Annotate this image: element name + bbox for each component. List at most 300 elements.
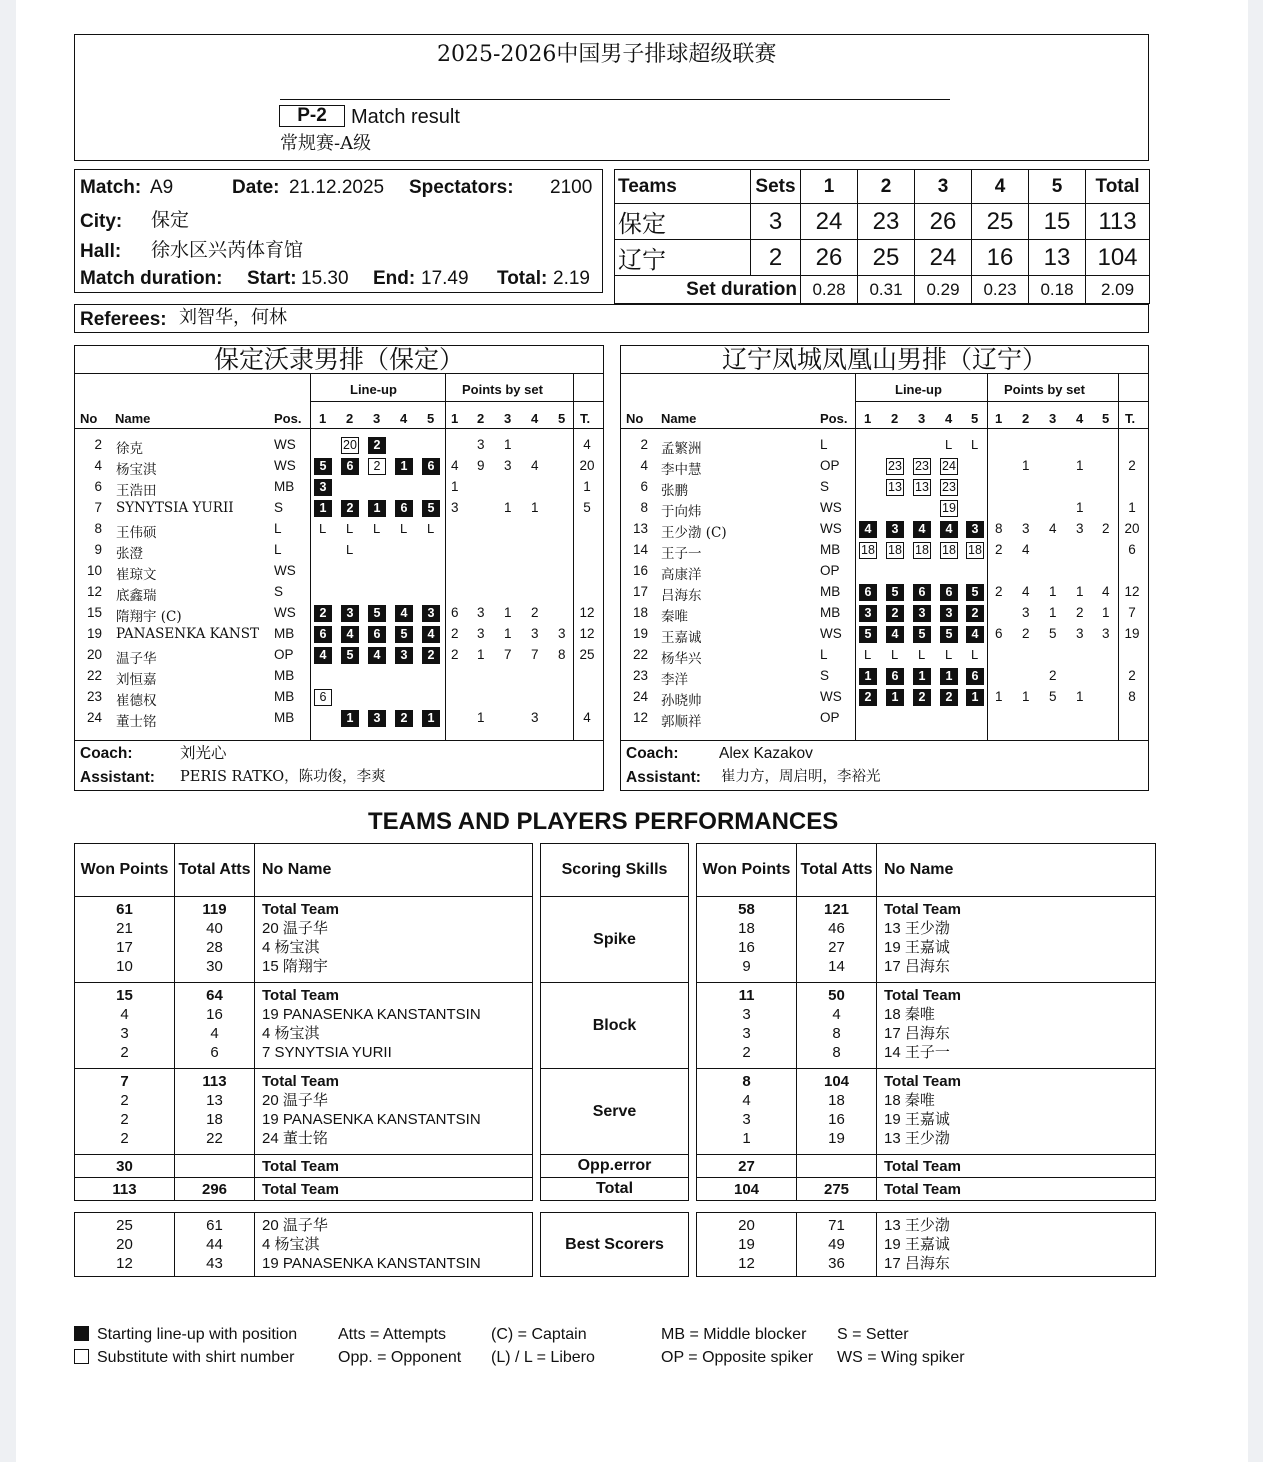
player-row — [621, 476, 1148, 497]
perf-value: 3 — [742, 1111, 751, 1128]
spectators: 2100 — [550, 177, 593, 198]
set-points: 1 — [1022, 458, 1030, 473]
legend-ws: WS = Wing spiker — [837, 1349, 965, 1366]
perf-value: 14 王子一 — [884, 1044, 950, 1061]
starting-position-box: 2 — [395, 710, 413, 727]
no-name-cell — [255, 1069, 533, 1155]
player-name: 隋翔宇 (C) — [116, 609, 182, 625]
team-name-away: 辽宁凤城凤凰山男排（辽宁） — [621, 346, 1148, 374]
hall-label: Hall: — [80, 241, 122, 262]
won-points-cell — [697, 1213, 797, 1277]
perf-value: 10 — [116, 958, 133, 975]
perf-value: 1 — [742, 1130, 751, 1147]
player-row — [75, 497, 603, 518]
set-points: 3 — [504, 458, 512, 473]
player-name: 吕海东 — [661, 588, 702, 604]
perf-value: 40 — [206, 920, 223, 937]
set-score: 25 — [858, 240, 915, 276]
legend-text: Starting line-up with position — [97, 1326, 298, 1343]
results-header: 5 — [1029, 170, 1086, 204]
perf-value: 4 — [210, 1025, 219, 1042]
player-row — [75, 665, 603, 686]
lineup-header: Line-up — [895, 382, 942, 397]
starting-position-box: 5 — [913, 626, 931, 643]
city-label: City: — [80, 211, 123, 232]
player-number: 4 — [640, 458, 648, 473]
perf-value: 19 PANASENKA KANSTANTSIN — [262, 1006, 481, 1023]
set-score: 15 — [1029, 204, 1086, 240]
total-atts-cell — [175, 1069, 255, 1155]
total-score: 113 — [1086, 204, 1150, 240]
starting-position-box: 5 — [341, 647, 359, 664]
set-header: 2 — [346, 411, 354, 426]
perf-value: 3 — [742, 1006, 751, 1023]
won-points-cell — [75, 983, 175, 1069]
set-points: 4 — [1049, 521, 1057, 536]
set-points: 1 — [477, 710, 485, 725]
total-header: T. — [580, 411, 591, 426]
no-name-header: No Name — [255, 844, 533, 897]
player-row — [75, 644, 603, 665]
player-name: 王浩田 — [116, 483, 157, 499]
set-points: 5 — [1049, 689, 1057, 704]
player-position: WS — [274, 563, 296, 578]
player-number: 2 — [94, 437, 102, 452]
player-number: 19 — [632, 626, 648, 641]
set-points: 1 — [1049, 605, 1057, 620]
set-header: 3 — [1049, 411, 1057, 426]
set-points: 4 — [1022, 584, 1030, 599]
player-number: 8 — [94, 521, 102, 536]
total-duration: 2.19 — [553, 268, 590, 289]
starting-position-box: 1 — [886, 689, 904, 706]
perf-value: 104 — [823, 1073, 850, 1090]
substitute-box: 23 — [913, 458, 931, 475]
spectators-label: Spectators: — [409, 177, 514, 198]
perf-value: 36 — [828, 1255, 845, 1272]
player-position: MB — [820, 584, 841, 599]
perf-value: Total Team — [262, 987, 339, 1004]
skill-name: Opp.error — [541, 1155, 689, 1178]
libero-mark: L — [427, 521, 435, 536]
set-points: 3 — [1022, 605, 1030, 620]
starting-position-box: 2 — [368, 437, 386, 454]
starting-position-box: 3 — [368, 710, 386, 727]
coach-label: Coach: — [80, 745, 133, 762]
perf-value: 71 — [828, 1217, 845, 1234]
player-number: 14 — [632, 542, 648, 557]
total-points: 1 — [1128, 500, 1136, 515]
substitute-box: 6 — [314, 689, 332, 706]
perf-value: 18 — [828, 1092, 845, 1109]
total-atts-header: Total Atts — [797, 844, 877, 897]
coach-name: Alex Kazakov — [719, 745, 813, 762]
player-row — [75, 686, 603, 707]
set-points: 3 — [531, 710, 539, 725]
starting-position-box: 5 — [886, 584, 904, 601]
libero-mark: L — [346, 521, 354, 536]
perf-value: 4 杨宝淇 — [262, 1025, 320, 1042]
substitute-box: 19 — [940, 500, 958, 517]
player-number: 13 — [632, 521, 648, 536]
performances-table — [74, 843, 1156, 1277]
set-points: 1 — [1102, 605, 1110, 620]
set-points: 1 — [504, 437, 512, 452]
perf-value: Total Team — [262, 1073, 339, 1090]
set-duration-label: Set duration — [615, 276, 801, 304]
player-number: 19 — [86, 626, 102, 641]
set-points: 1 — [531, 500, 539, 515]
set-score: 26 — [801, 240, 858, 276]
starting-position-box: 6 — [859, 584, 877, 601]
player-position: WS — [274, 605, 296, 620]
results-header: Teams — [615, 170, 751, 204]
total-points: 7 — [1128, 605, 1136, 620]
player-row — [621, 623, 1148, 644]
player-number: 4 — [94, 458, 102, 473]
player-position: WS — [820, 689, 842, 704]
perf-value: 11 — [738, 987, 755, 1004]
player-row — [621, 539, 1148, 560]
set-points: 4 — [531, 458, 539, 473]
player-number: 22 — [632, 647, 648, 662]
starting-position-box: 6 — [913, 584, 931, 601]
set-duration: 0.31 — [858, 276, 915, 304]
player-name: 崔琼文 — [116, 567, 157, 583]
starting-position-box: 5 — [940, 626, 958, 643]
summary-row — [75, 1178, 1156, 1201]
perf-value: 22 — [206, 1130, 223, 1147]
player-row — [621, 560, 1148, 581]
starting-position-box: 3 — [314, 479, 332, 496]
starting-position-box: 2 — [913, 689, 931, 706]
perf-value: 20 温子华 — [262, 1092, 328, 1109]
player-row — [75, 518, 603, 539]
substitute-box: 23 — [886, 458, 904, 475]
header-box — [74, 34, 1149, 161]
player-number: 16 — [632, 563, 648, 578]
coach-label: Coach: — [626, 745, 679, 762]
set-header: 2 — [1022, 411, 1030, 426]
player-position: S — [274, 584, 284, 599]
perf-value: 21 — [116, 920, 133, 937]
summary-value: 30 — [75, 1155, 175, 1178]
skill-name: Block — [541, 983, 689, 1069]
no-name-cell — [255, 1213, 533, 1277]
legend-starting — [74, 1326, 297, 1344]
player-position: S — [820, 479, 830, 494]
player-row — [75, 539, 603, 560]
substitute-box: 13 — [913, 479, 931, 496]
perf-value: 7 SYNYTSIA YURII — [262, 1044, 392, 1061]
set-points: 3 — [477, 626, 485, 641]
starting-position-box: 4 — [368, 647, 386, 664]
starting-position-box: 6 — [314, 626, 332, 643]
set-points: 4 — [1102, 584, 1110, 599]
starting-position-box: 6 — [395, 500, 413, 517]
summary-row — [75, 1155, 1156, 1178]
set-points: 3 — [1076, 521, 1084, 536]
name-header: Name — [661, 411, 697, 426]
total-points: 12 — [579, 626, 595, 641]
footer-divider — [621, 740, 1148, 741]
won-points-cell — [697, 1069, 797, 1155]
set-header: 2 — [477, 411, 485, 426]
player-name: 杨华兴 — [661, 651, 702, 667]
match-no: A9 — [150, 177, 174, 198]
starting-position-box: 1 — [913, 668, 931, 685]
starting-position-box: 4 — [422, 626, 440, 643]
total-points: 1 — [583, 479, 591, 494]
substitute-box: 24 — [940, 458, 958, 475]
player-name: 王嘉诚 — [661, 630, 702, 646]
starting-position-box: 3 — [422, 605, 440, 622]
starting-position-box: 5 — [368, 605, 386, 622]
best-scorers-row — [75, 1213, 1156, 1277]
libero-mark: L — [864, 647, 872, 662]
total-label: Total: — [497, 268, 548, 289]
no-name-cell — [255, 983, 533, 1069]
empty-square-icon — [74, 1349, 89, 1364]
perf-value: 30 — [206, 958, 223, 975]
won-points-cell — [697, 897, 797, 983]
set-points: 2 — [1049, 668, 1057, 683]
perf-value: 2 — [120, 1111, 129, 1128]
end-label: End: — [373, 268, 416, 289]
set-points: 2 — [995, 542, 1003, 557]
set-duration-total: 2.09 — [1086, 276, 1150, 304]
player-position: WS — [820, 626, 842, 641]
player-name: 李中慧 — [661, 462, 702, 478]
assistant-names: PERIS RATKO，陈功俊，李爽 — [180, 769, 386, 785]
player-number: 24 — [632, 689, 648, 704]
player-name: 崔德权 — [116, 693, 157, 709]
total-points: 8 — [1128, 689, 1136, 704]
coach-name: 刘光心 — [180, 744, 227, 762]
perf-value: 64 — [206, 987, 223, 1004]
match-info-box — [74, 169, 603, 293]
header-divider — [75, 428, 603, 429]
referees-label: Referees: — [80, 309, 167, 330]
total-points: 19 — [1124, 626, 1140, 641]
player-name: 郭顺祥 — [661, 714, 702, 730]
player-row — [75, 602, 603, 623]
libero-mark: L — [400, 521, 408, 536]
perf-value: 7 — [120, 1073, 129, 1090]
perf-value: 24 董士铭 — [262, 1130, 328, 1147]
summary-value: 104 — [697, 1178, 797, 1201]
total-points: 2 — [1128, 458, 1136, 473]
set-points: 1 — [504, 605, 512, 620]
hall: 徐水区兴芮体育馆 — [151, 239, 304, 261]
set-points: 2 — [451, 647, 459, 662]
perf-value: Total Team — [884, 987, 961, 1004]
starting-position-box: 2 — [966, 605, 984, 622]
total-atts-cell — [175, 983, 255, 1069]
set-header: 5 — [971, 411, 979, 426]
perf-value: 2 — [120, 1130, 129, 1147]
set-points: 2 — [1076, 605, 1084, 620]
starting-position-box: 4 — [395, 605, 413, 622]
player-position: L — [820, 437, 828, 452]
referees: 刘智华，何林 — [179, 307, 287, 328]
assistant-names: 崔力方，周启明，李裕光 — [721, 769, 881, 785]
libero-mark: L — [945, 647, 953, 662]
set-points: 1 — [1076, 584, 1084, 599]
sets-won: 3 — [751, 204, 801, 240]
player-name: 董士铭 — [116, 714, 157, 730]
starting-position-box: 1 — [966, 689, 984, 706]
player-name: SYNYTSIA YURII — [116, 500, 234, 516]
lineup-header: Line-up — [350, 382, 397, 397]
starting-position-box: 5 — [966, 584, 984, 601]
perf-value: 27 — [828, 939, 845, 956]
starting-position-box: 3 — [940, 605, 958, 622]
total-header: T. — [1125, 411, 1136, 426]
perf-value: 121 — [823, 901, 850, 918]
perf-value: 19 王嘉诚 — [884, 1236, 950, 1253]
summary-value: 296 — [175, 1178, 255, 1201]
perf-value: 50 — [828, 987, 845, 1004]
results-header: 2 — [858, 170, 915, 204]
duration-label: Match duration: — [80, 268, 223, 289]
perf-value: 9 — [742, 958, 751, 975]
legend-op: OP = Opposite spiker — [661, 1349, 814, 1366]
perf-value: 12 — [116, 1255, 133, 1272]
player-number: 7 — [94, 500, 102, 515]
player-name: 王少渤 (C) — [661, 525, 727, 541]
player-name: 张澄 — [116, 546, 143, 562]
perf-value: 16 — [828, 1111, 845, 1128]
starting-position-box: 6 — [341, 458, 359, 475]
sets-won: 2 — [751, 240, 801, 276]
no-name-cell — [255, 897, 533, 983]
starting-position-box: 2 — [422, 647, 440, 664]
player-number: 23 — [632, 668, 648, 683]
perf-value: 19 王嘉诚 — [884, 1111, 950, 1128]
player-row — [75, 623, 603, 644]
substitute-box: 18 — [913, 542, 931, 559]
player-row — [621, 602, 1148, 623]
perf-header-row — [75, 844, 1156, 897]
perf-value: 20 — [738, 1217, 755, 1234]
no-name-cell — [877, 897, 1156, 983]
league-title: 2025-2026中国男子排球超级联赛 — [437, 42, 777, 67]
player-name: 王子一 — [661, 546, 702, 562]
player-name: 温子华 — [116, 651, 157, 667]
player-number: 6 — [640, 479, 648, 494]
points-by-set-header: Points by set — [1004, 382, 1085, 397]
perf-value: 4 — [832, 1006, 841, 1023]
perf-value: 2 — [120, 1092, 129, 1109]
won-points-cell — [75, 897, 175, 983]
total-points: 20 — [579, 458, 595, 473]
player-name: 秦唯 — [661, 609, 688, 625]
no-header: No — [626, 411, 644, 426]
player-number: 12 — [632, 710, 648, 725]
set-points: 3 — [558, 626, 566, 641]
perf-value: 2 — [120, 1044, 129, 1061]
perf-value: 20 — [116, 1236, 133, 1253]
set-header: 4 — [945, 411, 953, 426]
substitute-box: 18 — [966, 542, 984, 559]
player-position: MB — [274, 626, 295, 641]
won-points-header: Won Points — [75, 844, 175, 897]
starting-position-box: 3 — [966, 521, 984, 538]
player-name: 高康洋 — [661, 567, 702, 583]
player-position: WS — [820, 500, 842, 515]
legend-text: Substitute with shirt number — [97, 1349, 295, 1366]
perf-value: 15 隋翔宇 — [262, 958, 328, 975]
perf-value: 19 — [738, 1236, 755, 1253]
perf-value: 25 — [116, 1217, 133, 1234]
set-points: 2 — [995, 584, 1003, 599]
player-position: MB — [820, 542, 841, 557]
set-points: 1 — [1049, 584, 1057, 599]
perf-value: 4 — [120, 1006, 129, 1023]
set-header: 3 — [373, 411, 381, 426]
perf-value: Total Team — [884, 901, 961, 918]
header-divider — [310, 401, 603, 402]
set-score: 13 — [1029, 240, 1086, 276]
player-name: 徐克 — [116, 441, 143, 457]
player-number: 6 — [94, 479, 102, 494]
perf-value: 20 温子华 — [262, 920, 328, 937]
results-header: 1 — [801, 170, 858, 204]
set-points: 7 — [504, 647, 512, 662]
starting-position-box: 6 — [422, 458, 440, 475]
match-label: Match: — [80, 177, 142, 198]
libero-mark: L — [918, 647, 926, 662]
results-header-row — [615, 170, 1150, 204]
scoring-skills-header: Scoring Skills — [541, 844, 689, 897]
city: 保定 — [151, 209, 190, 231]
total-points: 20 — [1124, 521, 1140, 536]
perf-value: 61 — [206, 1217, 223, 1234]
set-points: 4 — [451, 458, 459, 473]
date-label: Date: — [232, 177, 280, 198]
player-position: WS — [820, 521, 842, 536]
legend-libero: (L) / L = Libero — [491, 1349, 595, 1366]
starting-position-box: 5 — [859, 626, 877, 643]
player-row — [75, 476, 603, 497]
starting-position-box: 3 — [859, 605, 877, 622]
player-number: 24 — [86, 710, 102, 725]
set-score: 23 — [858, 204, 915, 240]
perf-value: 46 — [828, 920, 845, 937]
total-points: 4 — [583, 437, 591, 452]
perf-value: 19 PANASENKA KANSTANTSIN — [262, 1255, 481, 1272]
start-time: 15.30 — [301, 268, 349, 289]
perf-value: 61 — [116, 901, 133, 918]
player-number: 22 — [86, 668, 102, 683]
player-row — [621, 518, 1148, 539]
perf-value: 16 — [206, 1006, 223, 1023]
skill-row — [75, 897, 1156, 983]
set-points: 3 — [477, 437, 485, 452]
set-points: 6 — [451, 605, 459, 620]
starting-position-box: 6 — [966, 668, 984, 685]
set-points: 6 — [995, 626, 1003, 641]
perf-value: 8 — [832, 1044, 841, 1061]
player-position: S — [274, 500, 284, 515]
total-atts-cell — [797, 983, 877, 1069]
starting-position-box: 4 — [859, 521, 877, 538]
set-duration: 0.23 — [972, 276, 1029, 304]
set-points: 7 — [531, 647, 539, 662]
set-points: 4 — [1022, 542, 1030, 557]
set-points: 1 — [451, 479, 459, 494]
